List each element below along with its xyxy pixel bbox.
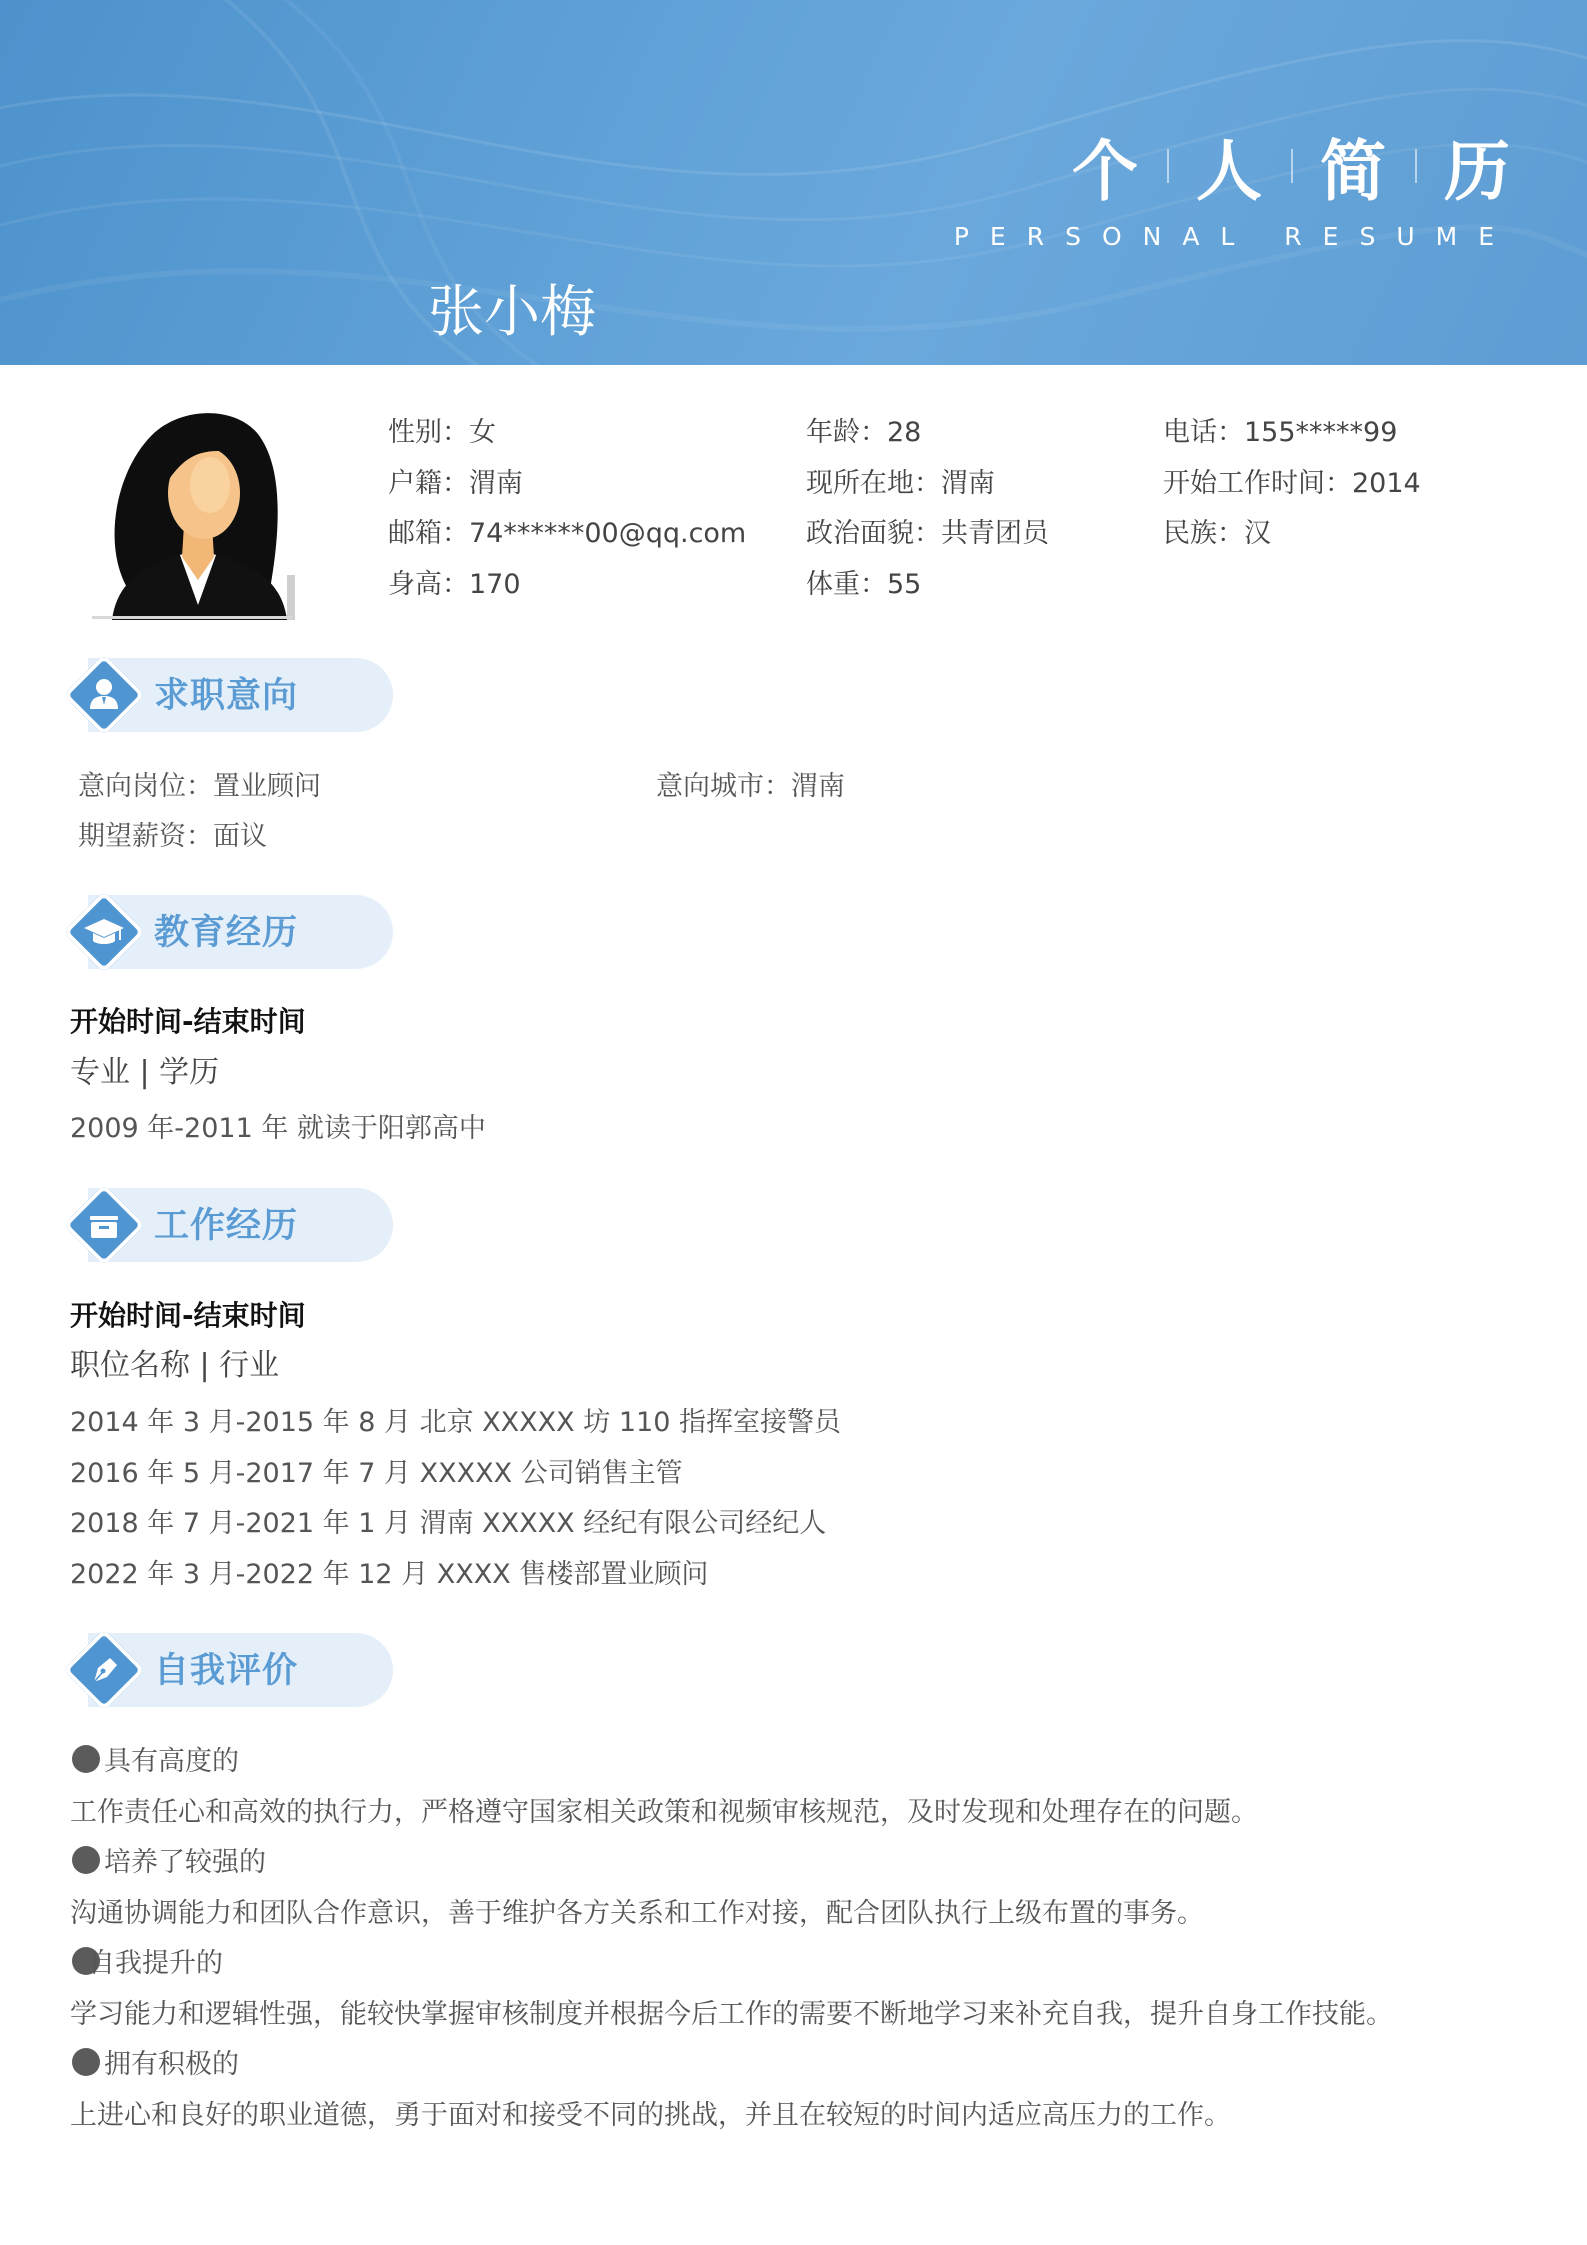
section-header-work (68, 1188, 393, 1262)
work-position-industry: 职位名称 | 行业 (70, 1348, 280, 1383)
section-header-education (68, 895, 393, 969)
section-header-job-intent (68, 658, 393, 732)
education-entry: 2009 年-2011 年 就读于阳郭高中 (70, 1113, 486, 1144)
section-header-self-evaluation (68, 1633, 393, 1707)
info-weight: 体重：55 (806, 569, 922, 600)
header-banner (0, 0, 1587, 365)
info-gender: 性别：女 (388, 417, 496, 448)
bullet-icon (72, 2048, 100, 2076)
intended-city: 意向城市：渭南 (656, 771, 845, 802)
title-char: 历 (1444, 133, 1512, 210)
info-phone: 电话：155*****99 (1163, 417, 1398, 448)
self-eval-head-text: 自我提升的 (88, 1948, 223, 1979)
self-eval-item-head (72, 2042, 239, 2081)
section-title: 求职意向 (154, 676, 299, 716)
info-current-location: 现所在地：渭南 (806, 468, 995, 499)
title-char: 简 (1320, 133, 1388, 210)
resume-subtitle: PERSONAL RESUME (953, 222, 1515, 251)
briefcase-icon (80, 1201, 128, 1249)
info-work-start: 开始工作时间：2014 (1163, 468, 1421, 499)
work-entry: 2018 年 7 月-2021 年 1 月 渭南 XXXXX 经纪有限公司经纪人 (70, 1508, 827, 1539)
section-title: 自我评价 (154, 1651, 299, 1691)
self-eval-head-text: 拥有积极的 (104, 2049, 239, 2080)
work-entry: 2014 年 3 月-2015 年 8 月 北京 XXXXX 坊 110 指挥室接警员 (70, 1407, 841, 1438)
title-divider (1167, 149, 1169, 183)
avatar-female-icon (92, 405, 304, 620)
info-email: 邮箱：74******00@qq.com (388, 518, 747, 549)
expected-salary: 期望薪资：面议 (78, 821, 267, 852)
section-title: 教育经历 (154, 913, 299, 953)
education-period-heading: 开始时间-结束时间 (70, 1005, 306, 1038)
info-age: 年龄：28 (806, 417, 922, 448)
work-period-heading: 开始时间-结束时间 (70, 1299, 306, 1332)
bullet-icon (72, 1846, 100, 1874)
person-icon (80, 671, 128, 719)
graduation-cap-icon (80, 908, 128, 956)
title-divider (1291, 149, 1293, 183)
self-eval-item-head (72, 1941, 223, 1980)
intended-position: 意向岗位：置业顾问 (78, 771, 321, 802)
title-char: 人 (1196, 133, 1264, 210)
pen-icon (80, 1646, 128, 1694)
self-eval-item-head (72, 1739, 239, 1778)
work-entry: 2022 年 3 月-2022 年 12 月 XXXX 售楼部置业顾问 (70, 1559, 709, 1590)
self-eval-item-body: 上进心和良好的职业道德，勇于面对和接受不同的挑战，并且在较短的时间内适应高压力的工作。 (70, 2100, 1231, 2131)
work-entry: 2016 年 5 月-2017 年 7 月 XXXXX 公司销售主管 (70, 1458, 683, 1489)
self-eval-head-text: 培养了较强的 (104, 1847, 266, 1878)
info-hometown: 户籍：渭南 (388, 468, 523, 499)
self-eval-item-body: 沟通协调能力和团队合作意识，善于维护各方关系和工作对接，配合团队执行上级布置的事务。 (70, 1898, 1204, 1929)
candidate-name: 张小梅 (428, 280, 596, 345)
self-eval-item-body: 学习能力和逻辑性强，能较快掌握审核制度并根据今后工作的需要不断地学习来补充自我，提升自身工作技能。 (70, 1999, 1393, 2030)
info-height: 身高：170 (388, 569, 521, 600)
education-major-degree: 专业 | 学历 (70, 1055, 220, 1090)
title-divider (1415, 149, 1417, 183)
section-title: 工作经历 (154, 1206, 299, 1246)
self-eval-item-body: 工作责任心和高效的执行力，严格遵守国家相关政策和视频审核规范，及时发现和处理存在的问题。 (70, 1797, 1258, 1828)
info-ethnicity: 民族：汉 (1163, 518, 1271, 549)
self-eval-item-head (72, 1840, 266, 1879)
self-eval-head-text: 具有高度的 (104, 1746, 239, 1777)
title-char: 个 (1072, 133, 1140, 210)
info-political-status: 政治面貌：共青团员 (806, 518, 1049, 549)
resume-title (1067, 118, 1517, 213)
bullet-icon (72, 1745, 100, 1773)
